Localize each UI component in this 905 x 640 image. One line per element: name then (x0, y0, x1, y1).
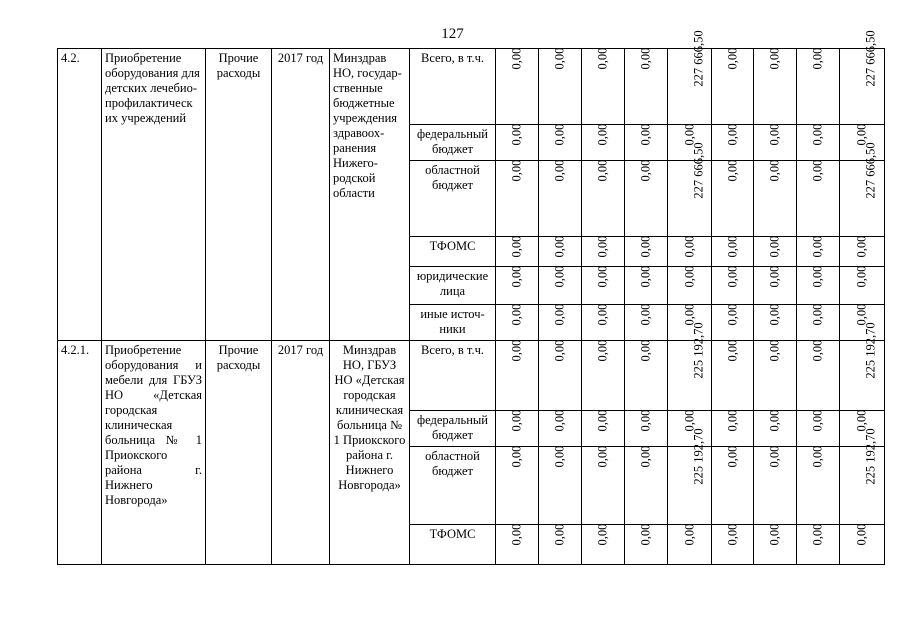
amount-value: 0,00 (767, 409, 782, 432)
amount-value: 0,00 (509, 265, 524, 288)
amount-cell (840, 322, 885, 411)
amount-value: 0,00 (552, 235, 567, 258)
amount-cell (539, 525, 582, 565)
amount-value: 0,00 (810, 445, 825, 468)
amount-cell (754, 525, 797, 565)
amount-cell (625, 305, 668, 341)
amount-value: 0,00 (854, 523, 869, 546)
amount-value: 0,00 (854, 123, 869, 146)
amount-value: 0,00 (854, 409, 869, 432)
amount-cell (582, 125, 625, 161)
amount-value: 0,00 (509, 523, 524, 546)
amount-value: 0,00 (725, 339, 739, 362)
amount-cell (712, 341, 754, 411)
amount-cell (797, 125, 840, 161)
amount-cell (496, 411, 539, 447)
amount-value: 0,00 (509, 47, 524, 70)
amount-cell (582, 411, 625, 447)
amount-cell (712, 267, 754, 305)
amount-value: 0,00 (638, 235, 653, 258)
row-expense: Прочие расходы (206, 341, 272, 565)
amount-cell (625, 447, 668, 525)
amount-cell (668, 30, 712, 125)
amount-cell (496, 125, 539, 161)
amount-cell (582, 237, 625, 267)
row-executor: Минздрав НО, государ-ственные бюджетные учреждения здравоох-ранения Нижего-родской области (330, 49, 410, 341)
row-index: 4.2.1. (58, 341, 102, 565)
amount-cell (712, 125, 754, 161)
amount-value: 0,00 (725, 47, 739, 70)
amount-value: 0,00 (767, 445, 782, 468)
row-index: 4.2. (58, 49, 102, 341)
amount-cell (582, 49, 625, 125)
amount-cell (712, 447, 754, 525)
amount-value: 0,00 (509, 159, 524, 182)
amount-value: 227 666,50 (691, 30, 706, 87)
amount-value: 0,00 (767, 303, 782, 326)
amount-cell (625, 49, 668, 125)
row-expense: Прочие расходы (206, 49, 272, 341)
amount-cell (539, 125, 582, 161)
amount-value: 225 192,70 (691, 428, 706, 485)
amount-value: 0,00 (767, 523, 782, 546)
amount-value: 0,00 (767, 123, 782, 146)
funding-source: Всего, в т.ч. (410, 49, 496, 125)
amount-value: 0,00 (595, 303, 610, 326)
row-name: Приобретение оборудования для детских лечебио-профилактическ их учреждений (102, 49, 206, 341)
row-year: 2017 год (272, 341, 330, 565)
amount-cell (797, 411, 840, 447)
amount-cell (754, 305, 797, 341)
funding-source: юридические лица (410, 267, 496, 305)
amount-cell (712, 305, 754, 341)
amount-value: 0,00 (725, 159, 739, 182)
amount-cell (496, 341, 539, 411)
row-name: Приобретение оборудования и мебели для ГБУЗ НО «Детская городская клиническая больница № 1 Приокского района г. Нижнего Новгорода» (102, 341, 206, 565)
amount-value: 0,00 (552, 265, 567, 288)
amount-value: 227 666,50 (691, 142, 706, 199)
amount-cell (668, 237, 712, 267)
amount-cell (625, 411, 668, 447)
amount-cell (754, 341, 797, 411)
amount-cell (668, 322, 712, 411)
amount-cell (840, 237, 885, 267)
amount-value: 0,00 (595, 159, 610, 182)
amount-cell (797, 161, 840, 237)
funding-source: ТФОМС (410, 237, 496, 267)
amount-cell (582, 161, 625, 237)
amount-value: 0,00 (638, 123, 653, 146)
amount-value: 0,00 (725, 523, 739, 546)
amount-cell (539, 305, 582, 341)
amount-cell (840, 267, 885, 305)
amount-value: 0,00 (682, 265, 696, 288)
amount-value: 0,00 (595, 123, 610, 146)
amount-value: 0,00 (682, 123, 696, 146)
amount-cell (712, 49, 754, 125)
amount-cell (582, 341, 625, 411)
amount-cell (496, 267, 539, 305)
amount-cell (496, 49, 539, 125)
amount-cell (582, 447, 625, 525)
amount-cell (797, 267, 840, 305)
amount-value: 0,00 (595, 409, 610, 432)
amount-value: 0,00 (595, 445, 610, 468)
funding-source: областной бюджет (410, 447, 496, 525)
amount-value: 0,00 (638, 339, 653, 362)
amount-cell (539, 237, 582, 267)
amount-cell (668, 267, 712, 305)
amount-cell (625, 125, 668, 161)
amount-value: 0,00 (682, 303, 696, 326)
amount-cell (712, 411, 754, 447)
amount-value: 0,00 (725, 445, 739, 468)
amount-cell (539, 411, 582, 447)
amount-value: 0,00 (810, 47, 825, 70)
table-row (58, 49, 885, 125)
amount-cell (797, 49, 840, 125)
amount-value: 0,00 (810, 235, 825, 258)
amount-cell (712, 161, 754, 237)
amount-value: 0,00 (552, 409, 567, 432)
amount-value: 0,00 (682, 409, 696, 432)
amount-cell (712, 525, 754, 565)
amount-cell (754, 125, 797, 161)
amount-cell (539, 49, 582, 125)
table-row (58, 341, 885, 411)
amount-value: 225 192,70 (691, 322, 706, 379)
amount-value: 0,00 (509, 339, 524, 362)
amount-cell (582, 267, 625, 305)
amount-value: 0,00 (725, 235, 739, 258)
amount-cell (797, 525, 840, 565)
amount-cell (797, 237, 840, 267)
funding-source: иные источ-ники (410, 305, 496, 341)
amount-cell (797, 341, 840, 411)
amount-cell (539, 447, 582, 525)
amount-cell (496, 447, 539, 525)
amount-value: 0,00 (767, 265, 782, 288)
amount-value: 0,00 (638, 47, 653, 70)
amount-cell (840, 525, 885, 565)
amount-value: 0,00 (725, 409, 739, 432)
amount-value: 0,00 (725, 303, 739, 326)
amount-cell (496, 161, 539, 237)
amount-value: 0,00 (509, 409, 524, 432)
amount-value: 0,00 (552, 159, 567, 182)
amount-value: 225 192,70 (863, 428, 878, 485)
amount-cell (754, 161, 797, 237)
amount-cell (797, 447, 840, 525)
amount-value: 227 666,50 (863, 30, 878, 87)
amount-cell (582, 525, 625, 565)
amount-value: 0,00 (595, 523, 610, 546)
amount-value: 0,00 (810, 339, 825, 362)
amount-value: 0,00 (767, 159, 782, 182)
amount-cell (496, 305, 539, 341)
amount-value: 0,00 (552, 123, 567, 146)
amount-value: 0,00 (552, 339, 567, 362)
amount-value: 0,00 (854, 265, 869, 288)
amount-cell (668, 428, 712, 525)
amount-value: 0,00 (810, 265, 825, 288)
amount-value: 0,00 (682, 235, 696, 258)
amount-cell (754, 49, 797, 125)
amount-value: 0,00 (767, 47, 782, 70)
amount-value: 0,00 (595, 47, 610, 70)
amount-value: 0,00 (638, 445, 653, 468)
amount-cell (840, 30, 885, 125)
amount-cell (539, 267, 582, 305)
amount-value: 0,00 (682, 523, 696, 546)
funding-source: федеральный бюджет (410, 125, 496, 161)
amount-cell (840, 142, 885, 237)
amount-value: 0,00 (854, 303, 869, 326)
funding-source: Всего, в т.ч. (410, 341, 496, 411)
amount-cell (539, 341, 582, 411)
amount-value: 0,00 (638, 523, 653, 546)
amount-value: 0,00 (810, 409, 825, 432)
amount-value: 0,00 (810, 159, 825, 182)
amount-value: 225 192,70 (863, 322, 878, 379)
amount-value: 0,00 (638, 265, 653, 288)
amount-value: 0,00 (810, 303, 825, 326)
amount-value: 0,00 (810, 523, 825, 546)
amount-cell (712, 237, 754, 267)
amount-cell (539, 161, 582, 237)
amount-cell (754, 267, 797, 305)
amount-value: 0,00 (509, 235, 524, 258)
amount-cell (754, 411, 797, 447)
amount-value: 0,00 (854, 235, 869, 258)
amount-cell (668, 525, 712, 565)
amount-value: 0,00 (638, 159, 653, 182)
amount-cell (496, 525, 539, 565)
amount-cell (625, 161, 668, 237)
amount-value: 0,00 (638, 303, 653, 326)
amount-value: 0,00 (552, 47, 567, 70)
funding-source: областной бюджет (410, 161, 496, 237)
funding-source: федеральный бюджет (410, 411, 496, 447)
amount-value: 0,00 (638, 409, 653, 432)
amount-cell (625, 525, 668, 565)
row-year: 2017 год (272, 49, 330, 341)
amount-value: 0,00 (725, 265, 739, 288)
amount-value: 0,00 (552, 445, 567, 468)
amount-value: 0,00 (595, 235, 610, 258)
row-executor: Минздрав НО, ГБУЗ НО «Детская городская клиническая больница № 1 Приокского района г. Нижнего Новгорода» (330, 341, 410, 565)
amount-value: 0,00 (509, 123, 524, 146)
amount-value: 0,00 (725, 123, 739, 146)
amount-value: 0,00 (552, 303, 567, 326)
amount-value: 0,00 (595, 265, 610, 288)
amount-value: 0,00 (767, 235, 782, 258)
amount-value: 0,00 (552, 523, 567, 546)
amount-cell (625, 237, 668, 267)
amount-value: 0,00 (509, 445, 524, 468)
funding-source: ТФОМС (410, 525, 496, 565)
page-number: 127 (441, 26, 464, 42)
amount-cell (754, 447, 797, 525)
amount-cell (797, 305, 840, 341)
amount-cell (496, 237, 539, 267)
amount-value: 0,00 (810, 123, 825, 146)
amount-value: 0,00 (595, 339, 610, 362)
amount-cell (668, 142, 712, 237)
amount-cell (625, 267, 668, 305)
amount-value: 0,00 (767, 339, 782, 362)
amount-cell (840, 428, 885, 525)
amount-cell (625, 341, 668, 411)
amount-cell (582, 305, 625, 341)
amount-value: 0,00 (509, 303, 524, 326)
amount-cell (754, 237, 797, 267)
amount-value: 227 666,50 (863, 142, 878, 199)
